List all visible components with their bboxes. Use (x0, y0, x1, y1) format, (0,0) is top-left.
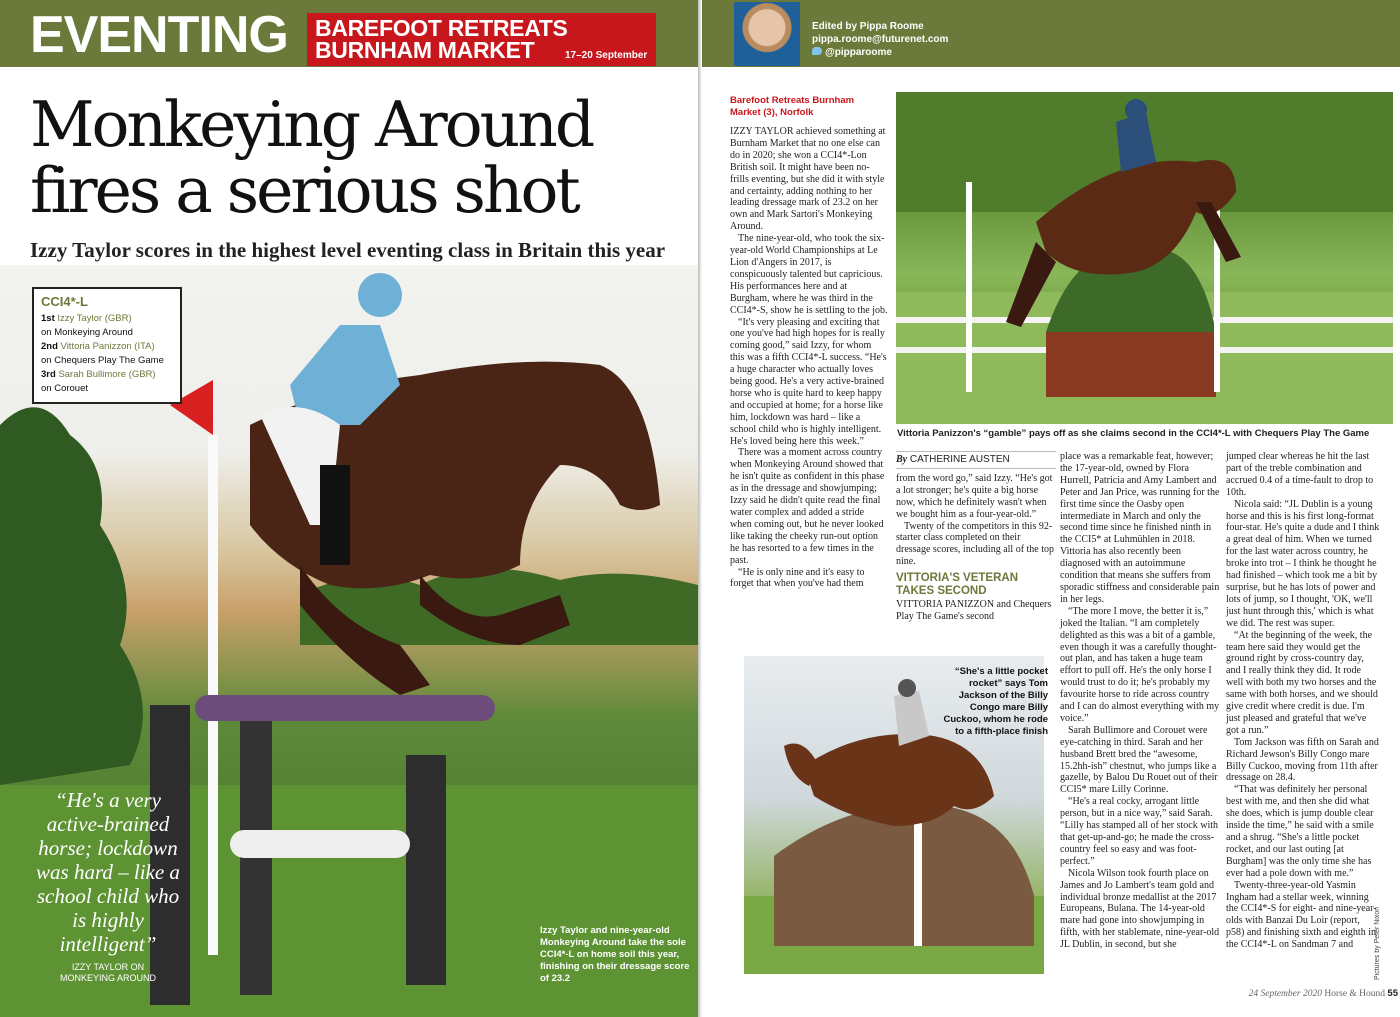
article-column-1 (730, 126, 888, 590)
pull-quote-text: “He's a very active-brained horse; lockdown was hard – like a school child who is highly intelligent” (36, 788, 180, 956)
paragraph: VITTORIA PANIZZON and Chequers Play The Game's second (896, 599, 1052, 623)
editor-email[interactable]: pippa.roome@futurenet.com (812, 34, 949, 45)
attribution-line2: MONKEYING AROUND (59, 973, 156, 983)
headline-line2: fires a serious shot (30, 154, 578, 227)
result-rider: Sarah Bullimore (GBR) (58, 369, 156, 380)
event-title-box (307, 13, 656, 66)
footer-magazine: Horse & Hound (1324, 989, 1386, 999)
paragraph: “At the beginning of the week, the team here said they would get the ground right by cross-country day, and I really think they did. It rode well with both my two horses and the same with both horses, and we should give credit where credit is due. I'm just pleased and grateful that we've got a run.” (1226, 629, 1378, 736)
editor-twitter[interactable] (812, 46, 948, 59)
page-number: 55 (1387, 988, 1398, 999)
article-column-3 (1060, 451, 1222, 951)
byline-prefix: By (896, 454, 908, 465)
paragraph: Sarah Bullimore and Corouet were eye-catching in third. Sarah and her husband Brett bred the “awesome, 15.2hh-ish” chestnut, who jumps like a gazelle, by Balou Du Rouet out of their CCI5* mare Lilly Corinne. (1060, 724, 1218, 796)
pull-quote-attribution (30, 962, 186, 984)
byline (896, 451, 1056, 469)
twitter-icon (812, 47, 822, 55)
result-place: 3rd (41, 369, 56, 380)
article-column-4 (1226, 451, 1380, 951)
paragraph: from the word go,” said Izzy. “He's got a lot stronger; he's quite a big horse now, which he definitely wasn't when we bought him as a four-year-old.” (896, 472, 1053, 520)
paragraph: Nicola Wilson took fourth place on James and Jo Lambert's team gold and individual bronze medallist at the 2017 Europeans, Bulana. The 14-year-old mare had gone into showjumping in fifth, with her stablemate, nine-year-old JL Dublin, in second, but she (1060, 867, 1220, 951)
header-band (0, 0, 698, 67)
top-photo-caption: Vittoria Panizzon's “gamble” pays off as she claims second in the CCI4*-L with Chequers Play The Game (897, 428, 1370, 439)
standfirst: Izzy Taylor scores in the highest level eventing class in Britain this year (30, 238, 666, 262)
paragraph: Twenty-three-year-old Yasmin Ingham had a stellar week, winning the CCI4*-S for eight- and nine-year-olds with Banzai Du Loir (report, p58) and finishing sixth and eighth in the CCI4*-L on Sandman 7 and (1226, 879, 1377, 951)
results-title: CCI4*-L (41, 294, 88, 309)
event-dates: 17–20 September (565, 50, 648, 61)
pull-quote (30, 788, 186, 984)
paragraph: The nine-year-old, who took the six-year-old World Championships at Le Lion d'Angers in 2017, is conspicuously talented but capricious. His performances here and at Burgham, where he was third in the CCI4*-S, show he is settling to the job. (730, 233, 888, 316)
paragraph: There was a moment across country when Monkeying Around showed that he isn't quite as confident in this phase as in the dressage and showjumping; Izzy said he didn't quite read the final water complex and added a stride when coming out, but he never looked like taking the cheeky run-out option he has resorted to a few times in the past. (730, 447, 885, 566)
main-photo-caption: Izzy Taylor and nine-year-old Monkeying Around take the sole CCI4*-L on home soil this year, finishing on their dressage score of 23.2 (540, 925, 690, 984)
section-title: EVENTING (30, 6, 288, 64)
paragraph: Nicola said: “JL Dublin is a young horse and this is his first long-format four-star. He's quite a dude and I think a great deal of him. When we turned for the last water across country, he broke into trot – I think he thought he had finished – which took me a bit by surprise, but he has lots of power and lots of jump, so I thought, 'OK, we'll just hunt through this,' which is what we did. The rest was super. (1226, 498, 1380, 629)
paragraph: Twenty of the competitors in this 92-starter class completed on their dressage scores, including all of the top nine. (896, 520, 1055, 568)
top-photo-illustration (896, 92, 1393, 424)
photo-credit: Pictures by Peter Nixon (1374, 906, 1381, 980)
editor-avatar (734, 2, 800, 66)
top-photo (896, 92, 1393, 424)
mid-photo-caption: “She's a little pocket rocket” says Tom Jackson of the Billy Congo mare Billy Cuckoo, whom he rode to a fifth-place finish (943, 666, 1048, 737)
editor-credit (812, 20, 948, 59)
headline-line1: Monkeying Around (30, 88, 593, 161)
left-page (0, 0, 698, 1017)
paragraph: IZZY TAYLOR achieved something at Burnham Market that no one else can do in 2020; she won a CCI4*-Lon British soil. It might have been no-frills eventing, but she did it with style and certainty, adding nothing to her leading dressage mark of 23.2 on her own and Mark Sartori's Monkeying Around. (730, 126, 886, 233)
editor-name: Edited by Pippa Roome (812, 21, 924, 32)
right-page (702, 0, 1400, 1017)
paragraph: Tom Jackson was fifth on Sarah and Richard Jewson's Billy Congo mare Billy Cuckoo, moving from 11th after dressage on 28.4. (1226, 736, 1379, 784)
result-rider: Izzy Taylor (GBR) (57, 313, 132, 324)
article-column-2 (896, 451, 1056, 623)
result-place: 1st (41, 313, 55, 324)
paragraph: jumped clear whereas he hit the last part of the treble combination and accrued 0.4 of a time-fault to drop to 10th. (1226, 451, 1374, 498)
paragraph: place was a remarkable feat, however; the 17-year-old, owned by Flora Hurrell, Patricia and Amy Lambert and Peter and Jan Price, was running for the first time since the Oasby open intermediate in March and only the second time since he finished ninth in the CCI5* at Luhmühlen in 2018. Vittoria has also recently been diagnosed with an autoimmune condition that means she suffers from sporadic stiffness and considerable pain in her legs. (1060, 451, 1220, 605)
twitter-handle: @pipparoome (825, 47, 892, 58)
event-title-line2: BURNHAM MARKET (315, 37, 535, 63)
event-title-line1: BAREFOOT RETREATS (315, 15, 568, 41)
paragraph: “It's very pleasing and exciting that one you've had high hopes for is really coming good,” said Izzy, for whom this was a fifth CCI4*-L success. “He's a huge character who actually loves being good. He's a very active-brained horse who is quite hard to keep happy and occupied at home; for a horse like him, lockdown was hard – like a school child who is highly intelligent. He's loved being here this week.” (730, 316, 887, 447)
paragraph: “He is only nine and it's easy to forget that when you've had them (730, 566, 865, 590)
footer-date: 24 September 2020 (1248, 989, 1322, 999)
results-box (32, 287, 182, 404)
header-band-right (702, 0, 1400, 67)
result-place: 2nd (41, 341, 58, 352)
result-horse: on Monkeying Around (41, 327, 133, 338)
subhead: VITTORIA'S VETERAN TAKES SECOND (896, 572, 1019, 597)
paragraph: “That was definitely her personal best with me, and then she did what she does, which is jump double clear inside the time,” he said with a smile and a shrug. “She's a little pocket rocket, and our last outing [at Burgham] was the only time she has ever had a pole down with me.” (1226, 784, 1374, 879)
attribution-line1: IZZY TAYLOR ON (71, 962, 145, 972)
result-entry (41, 368, 173, 382)
page-footer (1202, 988, 1398, 999)
result-entry (41, 340, 173, 354)
location-kicker: Barefoot Retreats Burnham Market (3), Norfolk (730, 95, 855, 118)
paragraph: “He's a real cocky, arrogant little person, but in a nice way,” said Sarah. “Lilly has stamped all of her stock with that get-up-and-go; he made the cross-country feel so easy and was foot-perfect.” (1060, 796, 1219, 867)
result-entry (41, 312, 173, 326)
headline (30, 88, 690, 227)
byline-name: CATHERINE AUSTEN (909, 454, 1010, 465)
result-horse: on Corouet (41, 383, 89, 394)
paragraph: “The more I move, the better it is,” joked the Italian. “I am completely delighted as this was a bit of a gamble, even though it was a carefully thought-out plan, and has taken a huge team effort to pull off. He's the only horse I would trust to do it; he's probably my favourite horse to ride across country and I can do almost everything with my voice.” (1060, 605, 1220, 724)
result-horse: on Chequers Play The Game (41, 355, 164, 366)
result-rider: Vittoria Panizzon (ITA) (60, 341, 155, 352)
